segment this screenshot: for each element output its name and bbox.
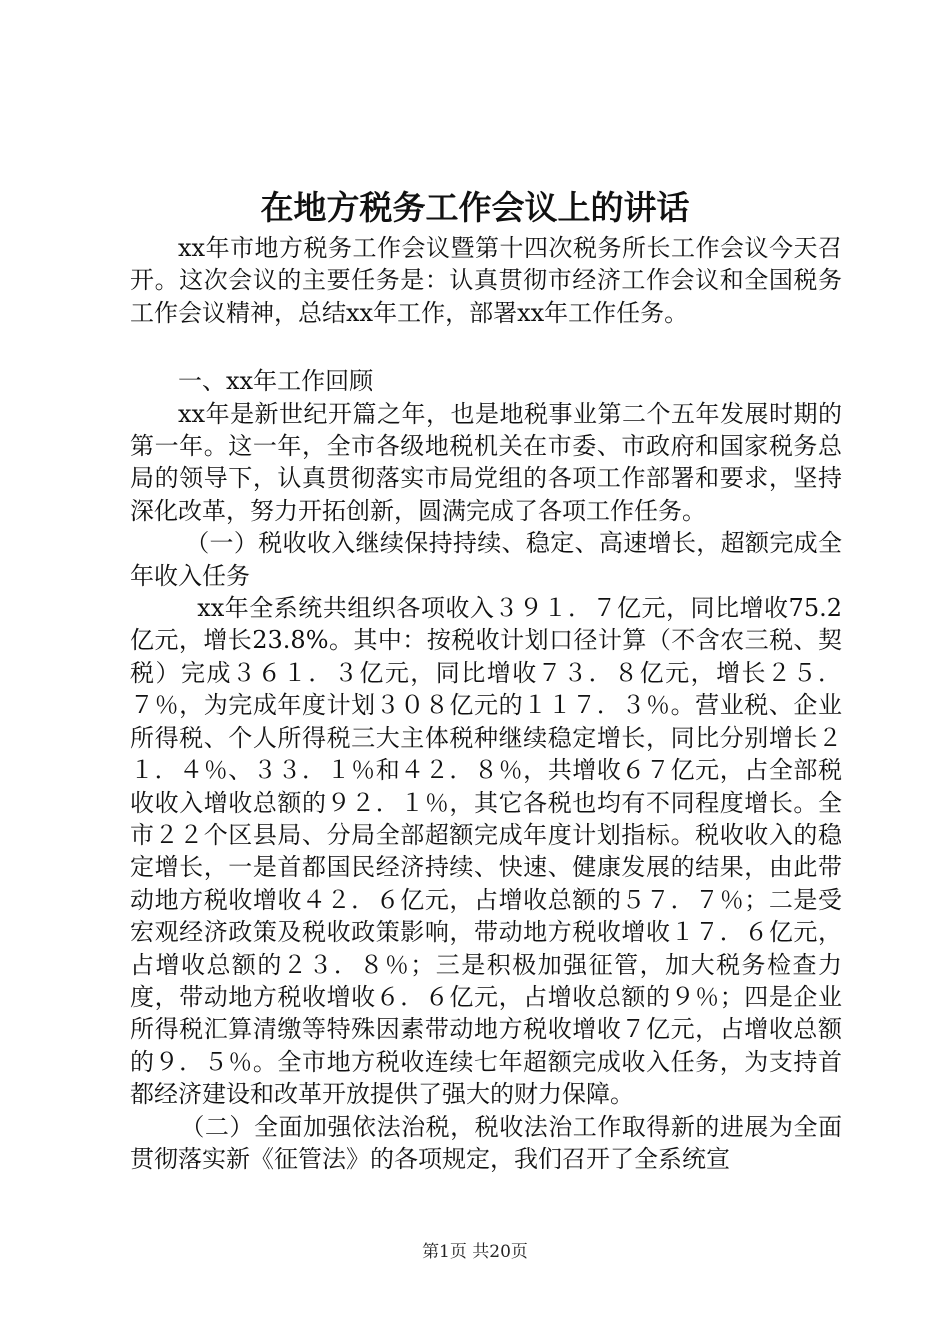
paragraph-spacer bbox=[130, 329, 842, 365]
body-paragraph: xx年全系统共组织各项收入３９１．７亿元，同比增收75.2亿元，增长23.8%。其中：按税收计划口径计算（不含农三税、契税）完成３６１．３亿元，同比增收７３．８亿元，增长２５．７％，为完成年度计划３０８亿元的１１７．３％。营业税、企业所得税、个人所得税三大主体税种继续稳定增长，同比分别增长２１．４％、３３．１％和４２．８％，共增收６７亿元，占全部税收收入增收总额的９２．１％，其它各税也均有不同程度增长。全市２２个区县局、分局全部超额完成年度计划指标。税收收入的稳定增长，一是首都国民经济持续、快速、健康发展的结果，由此带动地方税收增收４２．６亿元，占增收总额的５７．７％；二是受宏观经济政策及税收政策影响，带动地方税收增收１７．６亿元，占增收总额的２３．８％；三是积极加强征管，加大税务检查力度，带动地方税收增收６．６亿元，占增收总额的９％；四是企业所得税汇算清缴等特殊因素带动地方税收增收７亿元，占增收总额的９．５％。全市地方税收连续七年超额完成收入任务，为支持首都经济建设和改革开放提供了强大的财力保障。 bbox=[130, 594, 842, 1109]
document-body bbox=[130, 232, 842, 1175]
subsection-heading: （一）税收收入继续保持持续、稳定、高速增长，超额完成全年收入任务 bbox=[130, 529, 842, 590]
subsection-heading: （二）全面加强依法治税，税收法治工作取得新的进展为全面贯彻落实新《征管法》的各项规定，我们召开了全系统宣 bbox=[130, 1112, 842, 1173]
intro-paragraph: xx年市地方税务工作会议暨第十四次税务所长工作会议今天召开。这次会议的主要任务是：认真贯彻市经济工作会议和全国税务工作会议精神，总结xx年工作，部署xx年工作任务。 bbox=[130, 234, 842, 327]
document-title: 在地方税务工作会议上的讲话 bbox=[260, 188, 690, 227]
body-paragraph: xx年是新世纪开篇之年，也是地税事业第二个五年发展时期的第一年。这一年，全市各级地税机关在市委、市政府和国家税务总局的领导下，认真贯彻落实市局党组的各项工作部署和要求，坚持深化改革，努力开拓创新，圆满完成了各项工作任务。 bbox=[130, 399, 842, 525]
page-indicator: 第1页 共20页 bbox=[422, 1242, 528, 1262]
section-heading: 一、xx年工作回顾 bbox=[178, 367, 374, 396]
